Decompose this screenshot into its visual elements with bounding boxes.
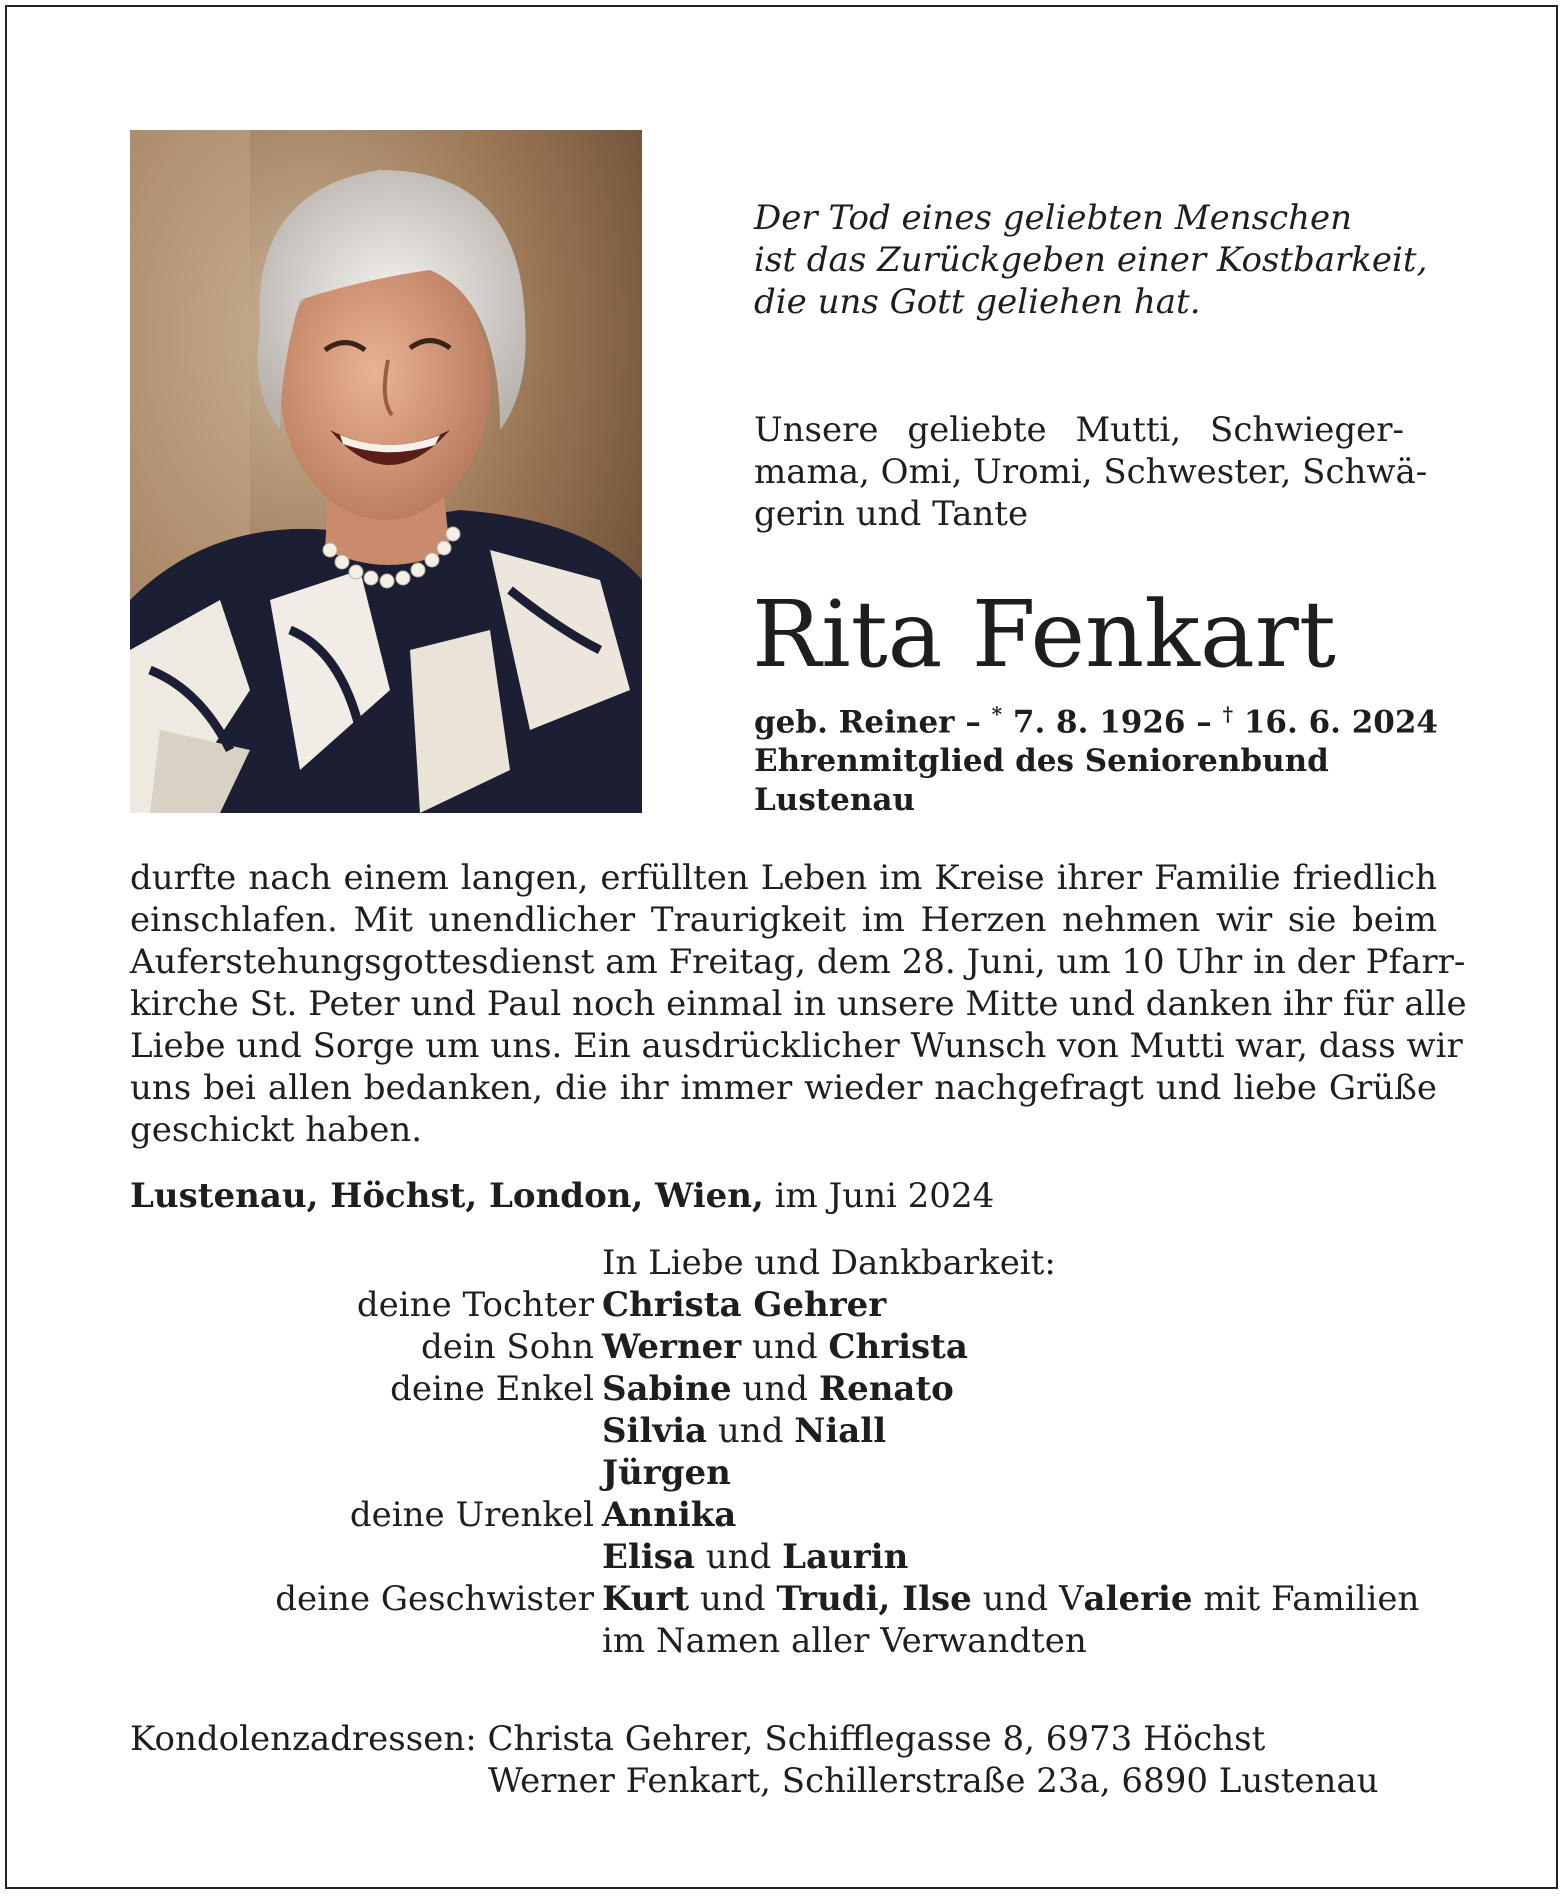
- family-names: [602, 1620, 1460, 1662]
- family-connector: und V: [971, 1579, 1084, 1619]
- family-names: [602, 1494, 1460, 1536]
- body-line: uns bei allen bedanken, die ihr immer wieder nachgefragt und liebe Grüße: [130, 1068, 1437, 1108]
- family-heading: In Liebe und Dankbarkeit:: [602, 1243, 1056, 1283]
- condolence-addresses: [130, 1718, 1379, 1802]
- family-connector: und: [694, 1537, 783, 1577]
- family-member-name: Trudi, Ilse: [776, 1579, 972, 1619]
- honor-line: Ehrenmitglied des Seniorenbund: [754, 743, 1329, 780]
- died-date: 16. 6. 2024: [1243, 704, 1439, 741]
- family-relation: [200, 1536, 602, 1578]
- family-member-name: Renato: [818, 1369, 954, 1409]
- family-connector: und: [689, 1579, 777, 1619]
- family-names: [602, 1452, 1460, 1494]
- condolence-address: Christa Gehrer, Schifflegasse 8, 6973 Höchst: [487, 1719, 1266, 1759]
- family-row: [200, 1494, 1460, 1536]
- family-connector: und: [741, 1327, 829, 1367]
- family-names: [602, 1284, 1460, 1326]
- quote-line: die uns Gott geliehen hat.: [754, 282, 1201, 322]
- family-row: [200, 1368, 1460, 1410]
- quote-line: Der Tod eines geliebten Menschen: [754, 198, 1353, 238]
- family-member-name: Sabine: [602, 1369, 732, 1409]
- family-relation: deine Enkel: [390, 1369, 594, 1409]
- place-month: im Juni 2024: [763, 1176, 995, 1216]
- body-line: Liebe und Sorge um uns. Ein ausdrücklicher Wunsch von Mutti war, dass wir: [130, 1026, 1463, 1066]
- quote: [754, 197, 1428, 323]
- family-connector: mit Familien: [1192, 1579, 1420, 1619]
- family-names: [602, 1410, 1460, 1452]
- born-date: 7. 8. 1926: [1012, 704, 1186, 741]
- family-member-name: Christa: [828, 1327, 968, 1367]
- deceased-details: [754, 695, 1438, 820]
- condolence-line: [130, 1760, 1379, 1802]
- condolence-line: [130, 1718, 1379, 1760]
- family-connector: und: [731, 1369, 819, 1409]
- family-names: [602, 1578, 1460, 1620]
- family-member-name: Werner: [602, 1327, 742, 1367]
- family-row: [200, 1284, 1460, 1326]
- family-relation: deine Urenkel: [349, 1495, 594, 1535]
- body-line: durfte nach einem langen, erfüllten Leben im Kreise ihrer Familie friedlich: [130, 858, 1437, 898]
- family-list: [200, 1242, 1460, 1662]
- body-line: einschlafen. Mit unendlicher Traurigkeit im Herzen nehmen wir sie beim: [130, 900, 1437, 940]
- family-names: [602, 1326, 1460, 1368]
- birth-name: geb. Reiner: [754, 704, 955, 741]
- family-member-name: Niall: [794, 1411, 887, 1451]
- family-member-name: Jürgen: [602, 1453, 731, 1493]
- born-symbol: *: [991, 702, 1003, 726]
- family-names: [602, 1536, 1460, 1578]
- family-member-name: Laurin: [782, 1537, 909, 1577]
- family-connector: und: [707, 1411, 795, 1451]
- family-member-name: Silvia: [602, 1411, 708, 1451]
- family-row: [200, 1452, 1460, 1494]
- condolence-address: Werner Fenkart, Schillerstraße 23a, 6890 Lustenau: [488, 1761, 1379, 1801]
- family-relation: [200, 1620, 602, 1662]
- quote-line: ist das Zurückgeben einer Kostbarkeit,: [754, 240, 1428, 280]
- body-line: Auferstehungsgottesdienst am Freitag, dem 28. Juni, um 10 Uhr in der Pfarr-: [130, 942, 1466, 982]
- life-dates: geb. Reiner – * 7. 8. 1926 – † 16. 6. 2024: [754, 702, 1439, 741]
- body-line: geschickt haben.: [130, 1110, 423, 1150]
- family-heading-row: [200, 1242, 1460, 1284]
- family-relation: deine Tochter: [356, 1285, 594, 1325]
- family-connector: im Namen aller Verwandten: [602, 1621, 1087, 1661]
- main-text: [130, 857, 1467, 1151]
- family-row: [200, 1326, 1460, 1368]
- family-row: [200, 1410, 1460, 1452]
- family-relation: deine Geschwister: [275, 1579, 594, 1619]
- family-row: [200, 1578, 1460, 1620]
- intro-text: [754, 409, 1428, 535]
- family-relation: dein Sohn: [420, 1327, 594, 1367]
- family-member-name: Kurt: [602, 1579, 690, 1619]
- family-member-name: alerie: [1083, 1579, 1193, 1619]
- family-member-name: Elisa: [602, 1537, 695, 1577]
- intro-line: mama, Omi, Uromi, Schwester, Schwä-: [754, 452, 1428, 492]
- died-symbol: †: [1222, 702, 1234, 726]
- family-member-name: Christa Gehrer: [602, 1285, 887, 1325]
- deceased-name: Rita Fenkart: [752, 581, 1336, 688]
- place-cities: Lustenau, Höchst, London, Wien,: [130, 1176, 764, 1216]
- family-row: [200, 1536, 1460, 1578]
- condolence-label: Kondolenzadressen:: [130, 1719, 477, 1759]
- family-names: [602, 1368, 1460, 1410]
- place-date: [130, 1175, 994, 1217]
- intro-line: Unsere geliebte Mutti, Schwieger-: [754, 410, 1404, 450]
- body-line: kirche St. Peter und Paul noch einmal in unsere Mitte und danken ihr für alle: [130, 984, 1467, 1024]
- family-member-name: Annika: [602, 1495, 737, 1535]
- portrait-photo: [130, 130, 642, 813]
- family-relation: [200, 1452, 602, 1494]
- family-row: [200, 1620, 1460, 1662]
- intro-line: gerin und Tante: [754, 494, 1029, 534]
- family-relation: [200, 1410, 602, 1452]
- honor-line: Lustenau: [754, 782, 915, 819]
